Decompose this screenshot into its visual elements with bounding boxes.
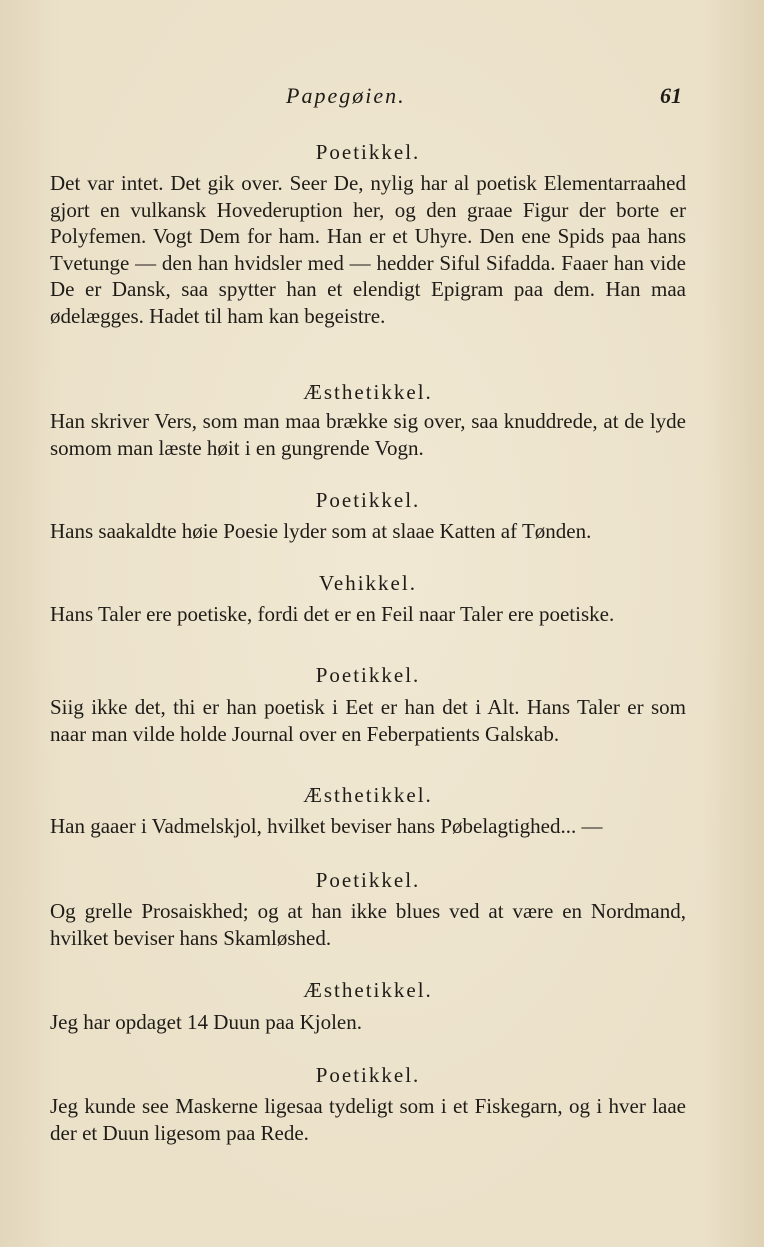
speaker-name: Æsthetikkel. xyxy=(303,380,433,404)
speech-text: Jeg har opdaget 14 Duun paa Kjolen. xyxy=(50,1010,362,1034)
running-header xyxy=(50,83,682,113)
speech-text: Han skriver Vers, som man maa brække sig over, saa knuddrede, at de lyde somom man læste høit i en gungrende Vogn. xyxy=(50,409,686,460)
speech-text: Jeg kunde see Maskerne ligesaa tydeligt som i et Fiskegarn, og i hver laae der et Duun ligesom paa Rede. xyxy=(50,1094,686,1145)
speaker-name: Poetikkel. xyxy=(315,488,421,512)
speech-text: Hans Taler ere poetiske, fordi det er en Feil naar Taler ere poetiske. xyxy=(50,602,615,626)
speaker-name: Æsthetikkel. xyxy=(303,978,433,1002)
speaker-name: Poetikkel. xyxy=(315,140,421,164)
running-title: Papegøien. xyxy=(286,83,406,108)
speech-text: Hans saakaldte høie Poesie lyder som at slaae Katten af Tønden. xyxy=(50,519,592,543)
speech-text: Det var intet. Det gik over. Seer De, nylig har al poetisk Elementarraahed gjort en vulkansk Hovederuption her, og den graae Figur der borte er Polyfemen. Vogt Dem for ham. Han er et Uhyre. Den ene Spids paa hans Tvetunge — den han hvidsler med — hedder Siful Sifadda. Faaer han vide De er Dansk, saa spytter han et elendigt Epigram paa dem. Han maa ødelægges. Hadet til ham kan begeistre. xyxy=(50,171,686,328)
page-number: 61 xyxy=(660,83,682,108)
speaker-name: Poetikkel. xyxy=(315,868,421,892)
speaker-name: Æsthetikkel. xyxy=(303,783,433,807)
speech-text: Han gaaer i Vadmelskjol, hvilket beviser hans Pøbelagtighed... — xyxy=(50,814,603,838)
speech-text: Siig ikke det, thi er han poetisk i Eet er han det i Alt. Hans Taler er som naar man vilde holde Journal over en Feberpatients Galskab. xyxy=(50,695,686,746)
speaker-name: Poetikkel. xyxy=(315,1063,421,1087)
speech-text: Og grelle Prosaiskhed; og at han ikke blues ved at være en Nordmand, hvilket beviser hans Skamløshed. xyxy=(50,899,686,950)
speaker-name: Vehikkel. xyxy=(319,571,417,595)
speaker-name: Poetikkel. xyxy=(315,663,421,687)
